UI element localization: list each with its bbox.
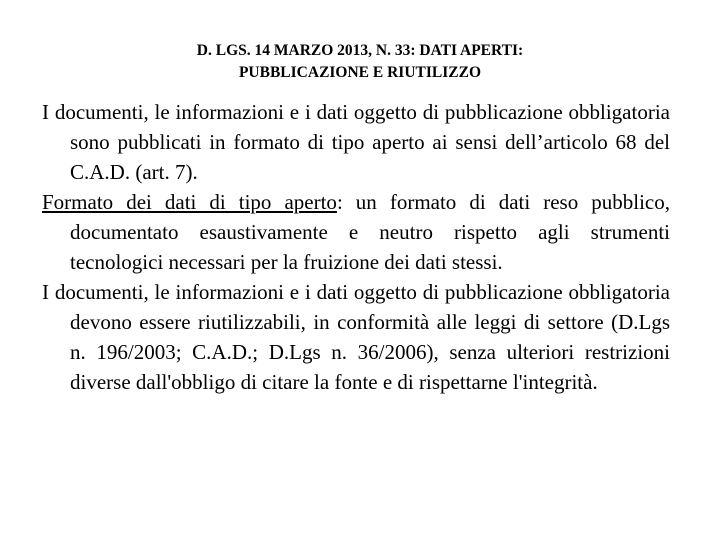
slide-title-line-1: D. LGS. 14 MARZO 2013, N. 33: DATI APERTI: xyxy=(196,42,524,59)
body-text xyxy=(42,97,670,397)
paragraph-reuse-obligation: I documenti, le informazioni e i dati oggetto di pubblicazione obbligatoria devono essere riutilizzabili, in conformità alle leggi di settore (D.Lgs n. 196/2003; C.A.D.; D.Lgs n. 36/2006), senza ulteriori restrizioni diverse dall'obbligo di citare la fonte e di rispettarne l'integrità. xyxy=(42,280,670,394)
slide-title-line-2: PUBBLICAZIONE E RIUTILIZZO xyxy=(238,64,482,81)
slide-title xyxy=(0,40,720,84)
definition-term: Formato dei dati di tipo aperto xyxy=(42,190,337,214)
definition-text: : un formato di dati reso pubblico, documentato esaustivamente e neutro rispetto agli strumenti tecnologici necessari per la fruizione dei dati stessi. xyxy=(70,190,670,274)
paragraph-open-format-definition xyxy=(42,187,670,277)
paragraph-publication-obligation: I documenti, le informazioni e i dati oggetto di pubblicazione obbligatoria sono pubblicati in formato di tipo aperto ai sensi dell’articolo 68 del C.A.D. (art. 7). xyxy=(42,100,670,184)
